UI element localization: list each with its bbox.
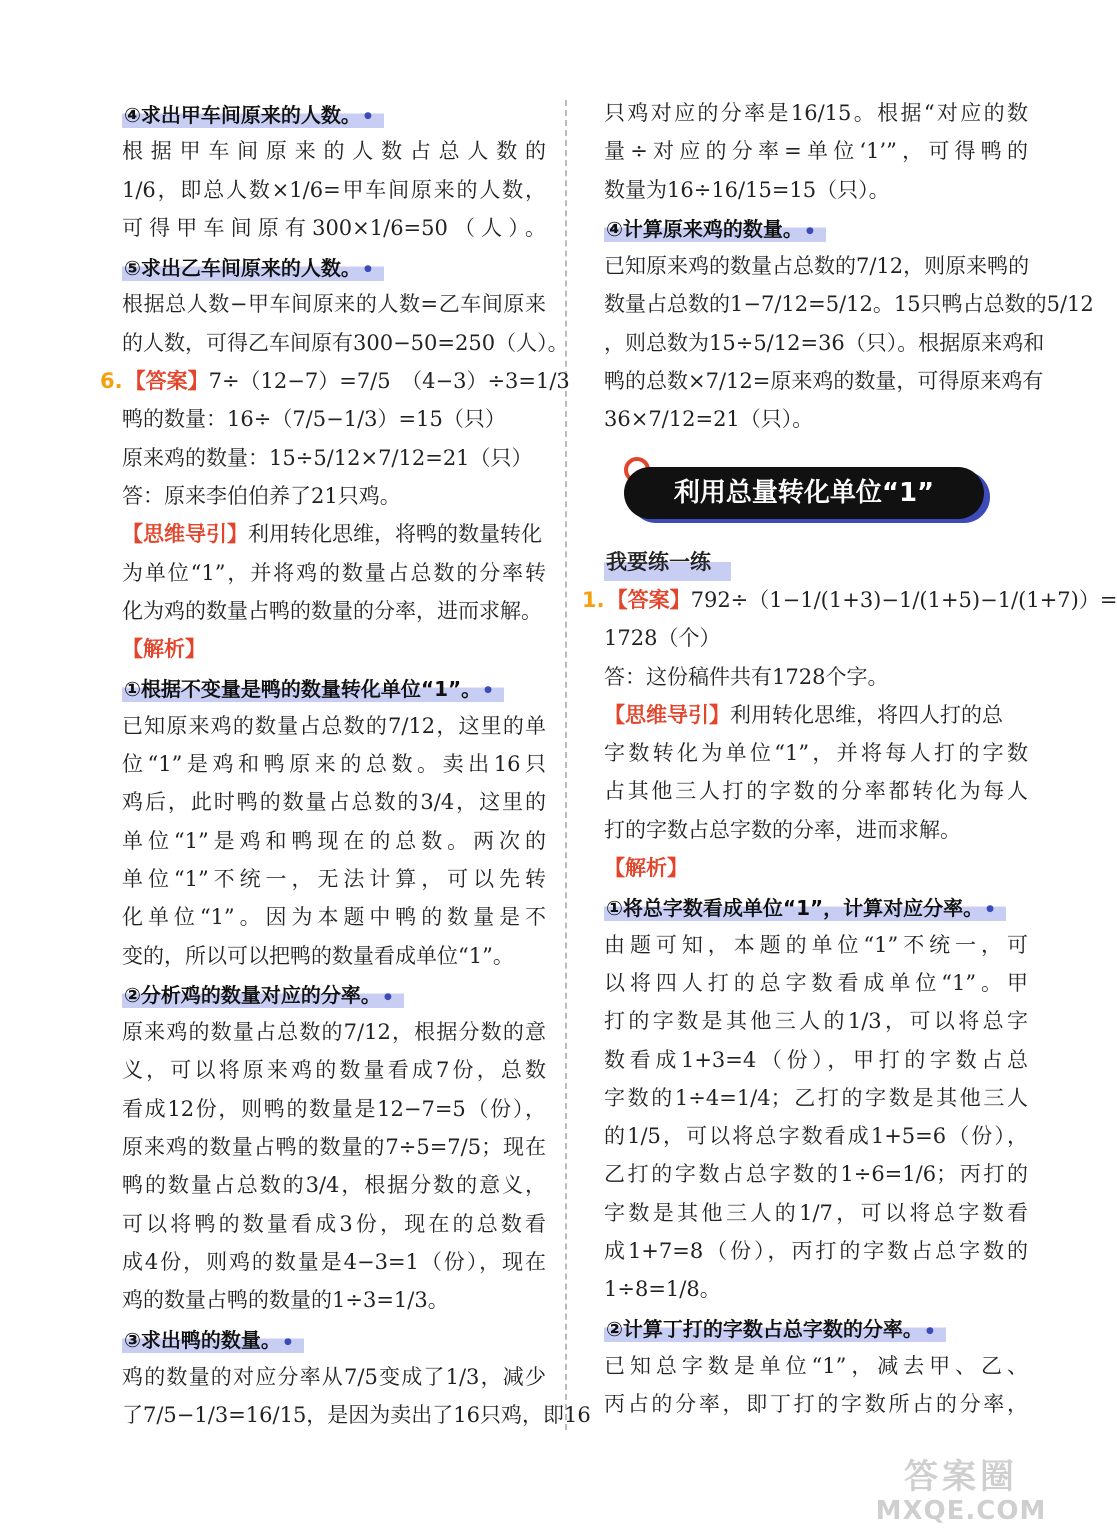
text-line: 的人数，可得乙车间原有300−50=250（人）。 <box>122 330 569 355</box>
text-line: 字数是其他三人的1/7，可以将总字数看 <box>604 1200 1028 1225</box>
text-line: 单位“1”不统一，无法计算，可以先转 <box>122 866 546 891</box>
answer-label: 【答案】 <box>124 369 209 394</box>
answer-line <box>100 362 570 400</box>
answer-line <box>604 696 1028 734</box>
text-line: 数量为16÷16/15=15（只）。 <box>604 177 890 202</box>
text-line: 的1/5，可以将总字数看成1+5=6（份）， <box>604 1124 1028 1149</box>
step-heading-row <box>122 1320 546 1358</box>
step-heading-row <box>122 94 546 132</box>
text-line: 原来鸡的数量占鸭的数量的7÷5=7/5；现在 <box>122 1135 546 1160</box>
text-line: 已知原来鸡的数量占总数的7/12，则原来鸭的 <box>604 254 1030 279</box>
step-heading-row <box>604 1309 1028 1347</box>
text-line: 鸡的数量的对应分率从7/5变成了1/3，减少 <box>122 1364 546 1389</box>
text-line: 36×7/12=21（只）。 <box>604 407 814 432</box>
text-line: 成1+7=8（份），丙打的字数占总字数的 <box>604 1239 1028 1264</box>
step-heading-row <box>604 209 1028 247</box>
question-number: 6. <box>100 369 123 394</box>
text-line: 可以将鸭的数量看成3份，现在的总数看 <box>122 1211 546 1236</box>
text-line: 看成12份，则鸭的数量是12−7=5（份）， <box>122 1096 546 1121</box>
text-line: 量÷对应的分率=单位‘1’”，可得鸭的 <box>604 139 1028 164</box>
text-line: 根据甲车间原来的人数占总人数的 <box>122 139 546 164</box>
text-line: 成4份，则鸡的数量是4−3=1（份），现在 <box>122 1249 546 1274</box>
question-number: 1. <box>582 587 605 612</box>
text-line: 已知总字数是单位“1”，减去甲、乙、 <box>604 1353 1028 1378</box>
text-line: 为单位“1”，并将鸡的数量占总数的分率转 <box>122 560 546 585</box>
text-line: 占其他三人打的字数的分率都转化为每人 <box>604 779 1028 804</box>
watermark <box>861 1458 1061 1528</box>
text-line: 答：原来李伯伯养了21只鸡。 <box>122 483 401 508</box>
text-line: 鸭的数量占总数的3/4，根据分数的意义， <box>122 1173 546 1198</box>
text-line: 乙打的字数占总字数的1÷6=1/6；丙打的 <box>604 1162 1028 1187</box>
text-line: 数看成1+3=4（份），甲打的字数占总 <box>604 1047 1028 1072</box>
step-heading-row <box>122 247 546 285</box>
left-column <box>100 94 591 1434</box>
answer-line <box>582 581 1117 619</box>
text-line: 打的字数是其他三人的1/3，可以将总字 <box>604 1009 1028 1034</box>
column-divider <box>565 100 567 1430</box>
text-line: ，则总数为15÷5/12=36（只）。根据原来鸡和 <box>604 330 1045 355</box>
practice-heading-row <box>604 543 1028 581</box>
right-column <box>582 94 1117 1424</box>
step-heading: ②计算丁打的字数占总字数的分率。 ● <box>604 1316 946 1342</box>
section-label: 【解析】 <box>604 856 688 881</box>
step-heading-row <box>604 887 1028 925</box>
text-line: 义，可以将原来鸡的数量看成7份，总数 <box>122 1058 546 1083</box>
text-line: 鸡的数量占鸭的数量的1÷3=1/3。 <box>122 1288 449 1313</box>
step-heading-row <box>122 975 546 1013</box>
section-label-row <box>604 849 1028 887</box>
answer-text: 7÷（12−7）=7/5 （4−3）÷3=1/3 <box>208 369 570 394</box>
step-heading: ②分析鸡的数量对应的分率。 ● <box>122 982 404 1008</box>
text-line: 1/6，即总人数×1/6=甲车间原来的人数， <box>122 177 546 202</box>
text-line: 根据总人数−甲车间原来的人数=乙车间原来 <box>122 292 546 317</box>
text-line: 变的，所以可以把鸭的数量看成单位“1”。 <box>122 943 514 968</box>
section-label: 【解析】 <box>122 637 206 662</box>
text-line: 鸭的数量：16÷（7/5−1/3）=15（只） <box>122 407 506 432</box>
watermark-url: MXQE.COM <box>875 1496 1047 1526</box>
text-line: 鸭的总数×7/12=原来鸡的数量，可得原来鸡有 <box>604 369 1044 394</box>
text-line: 字数的1÷4=1/4；乙打的字数是其他三人 <box>604 1085 1028 1110</box>
answer-label: 【思维导引】 <box>604 702 730 727</box>
watermark-mark: 答案圈 <box>904 1457 1018 1497</box>
text-line: 已知原来鸡的数量占总数的7/12，这里的单 <box>122 713 546 738</box>
section-label-row <box>122 630 546 668</box>
text-line: 了7/5−1/3=16/15，是因为卖出了16只鸡，即16 <box>122 1403 591 1428</box>
text-line: 鸡后，此时鸭的数量占总数的3/4，这里的 <box>122 790 546 815</box>
answer-text: 利用转化思维，将四人打的总 <box>730 702 1003 727</box>
step-heading: ⑤求出乙车间原来的人数。 ● <box>122 255 384 281</box>
step-heading: ④求出甲车间原来的人数。 ● <box>122 102 384 128</box>
text-line: 1728（个） <box>604 626 721 651</box>
answer-label: 【答案】 <box>606 587 691 612</box>
text-line: 位“1”是鸡和鸭原来的总数。卖出16只 <box>122 752 546 777</box>
text-line: 由题可知，本题的单位“1”不统一，可 <box>604 932 1028 957</box>
text-line: 打的字数占总字数的分率，进而求解。 <box>604 817 961 842</box>
section-banner <box>604 447 1028 543</box>
section-title: 利用总量转化单位“1” <box>624 467 984 519</box>
answer-text: 792÷（1−1/(1+3)−1/(1+5)−1/(1+7)）= <box>690 587 1117 612</box>
answer-line <box>122 515 546 553</box>
text-line: 只鸡对应的分率是16/15。根据“对应的数 <box>604 101 1028 125</box>
right-column-top <box>604 94 1094 439</box>
text-line: 1÷8=1/8。 <box>604 1277 721 1302</box>
text-line: 答：这份稿件共有1728个字。 <box>604 664 889 689</box>
text-line: 化单位“1”。因为本题中鸭的数量是不 <box>122 905 546 930</box>
step-heading: ①将总字数看成单位“1”，计算对应分率。 ● <box>604 895 1006 921</box>
answer-label: 【思维导引】 <box>122 522 248 547</box>
text-line: 化为鸡的数量占鸭的数量的分率，进而求解。 <box>122 598 542 623</box>
text-line: 以将四人打的总字数看成单位“1”。甲 <box>604 970 1028 995</box>
text-line: 原来鸡的数量：15÷5/12×7/12=21（只） <box>122 445 533 470</box>
text-line: 数量占总数的1−7/12=5/12。15只鸭占总数的5/12 <box>604 292 1094 317</box>
right-column-bottom <box>582 581 1117 1424</box>
text-line: 丙占的分率，即丁打的字数所占的分率， <box>604 1392 1028 1417</box>
answer-text: 利用转化思维，将鸭的数量转化 <box>248 522 542 547</box>
practice-heading: 我要练一练 <box>604 543 731 581</box>
text-line: 可得甲车间原有300×1/6=50（人）。 <box>122 215 546 240</box>
text-line: 原来鸡的数量占总数的7/12，根据分数的意 <box>122 1020 546 1045</box>
step-heading: ③求出鸭的数量。 ● <box>122 1327 304 1353</box>
step-heading: ①根据不变量是鸭的数量转化单位“1”。 ● <box>122 676 504 702</box>
text-line: 单位“1”是鸡和鸭现在的总数。两次的 <box>122 828 546 853</box>
step-heading-row <box>122 668 546 706</box>
text-line: 字数转化为单位“1”，并将每人打的字数 <box>604 741 1028 766</box>
step-heading: ④计算原来鸡的数量。 ● <box>604 216 826 242</box>
